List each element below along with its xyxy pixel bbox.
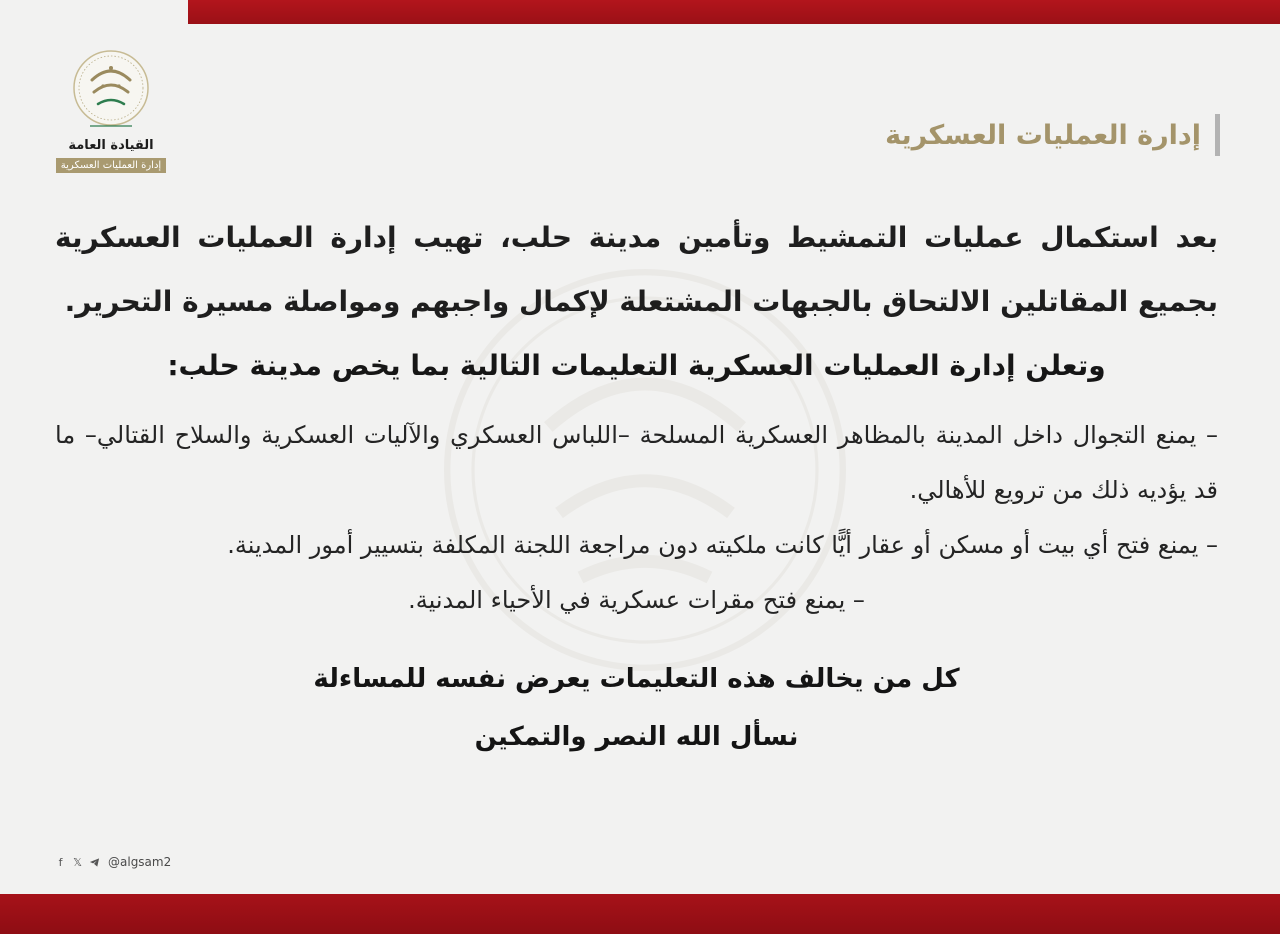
intro-paragraph: بعد استكمال عمليات التمشيط وتأمين مدينة حلب، تهيب إدارة العمليات العسكرية بجميع المقاتلين الالتحاق بالجبهات المشتعلة لإكمال واجبهم ومواصلة مسيرة التحرير. bbox=[55, 221, 1218, 318]
section-header bbox=[885, 114, 1220, 156]
calligraphy-seal-icon bbox=[70, 46, 152, 134]
facebook-icon[interactable]: f bbox=[58, 855, 63, 869]
rule-item: – يمنع التجوال داخل المدينة بالمظاهر العسكرية المسلحة –اللباس العسكري والآليات العسكرية والسلاح القتالي– ما قد يؤديه ذلك من ترويع للأهالي. bbox=[55, 421, 1218, 504]
logo-name: القيادة العامة bbox=[68, 138, 154, 153]
social-footer bbox=[55, 855, 171, 869]
telegram-icon[interactable] bbox=[89, 857, 100, 868]
warning-line: كل من يخالف هذه التعليمات يعرض نفسه للمساءلة bbox=[313, 664, 960, 694]
bottom-red-banner bbox=[0, 894, 1280, 934]
rule-item: – يمنع فتح مقرات عسكرية في الأحياء المدنية. bbox=[408, 586, 865, 614]
social-handle[interactable]: @algsam2 bbox=[108, 855, 172, 869]
closing-lines bbox=[55, 650, 1218, 766]
top-red-banner bbox=[188, 0, 1280, 24]
announcement-heading: وتعلن إدارة العمليات العسكرية التعليمات التالية بما يخص مدينة حلب: bbox=[167, 349, 1106, 382]
logo-subtitle: إدارة العمليات العسكرية bbox=[56, 158, 166, 173]
header-divider bbox=[1215, 114, 1220, 156]
header-title: إدارة العمليات العسكرية bbox=[885, 119, 1201, 151]
x-icon[interactable]: 𝕏 bbox=[73, 855, 82, 869]
rule-item: – يمنع فتح أي بيت أو مسكن أو عقار أيًّا كانت ملكيته دون مراجعة اللجنة المكلفة بتسيير أمور المدينة. bbox=[227, 531, 1218, 559]
rules-list bbox=[55, 408, 1218, 628]
logo-block bbox=[55, 46, 167, 173]
prayer-line: نسأل الله النصر والتمكين bbox=[474, 722, 799, 752]
statement-body bbox=[55, 206, 1218, 766]
